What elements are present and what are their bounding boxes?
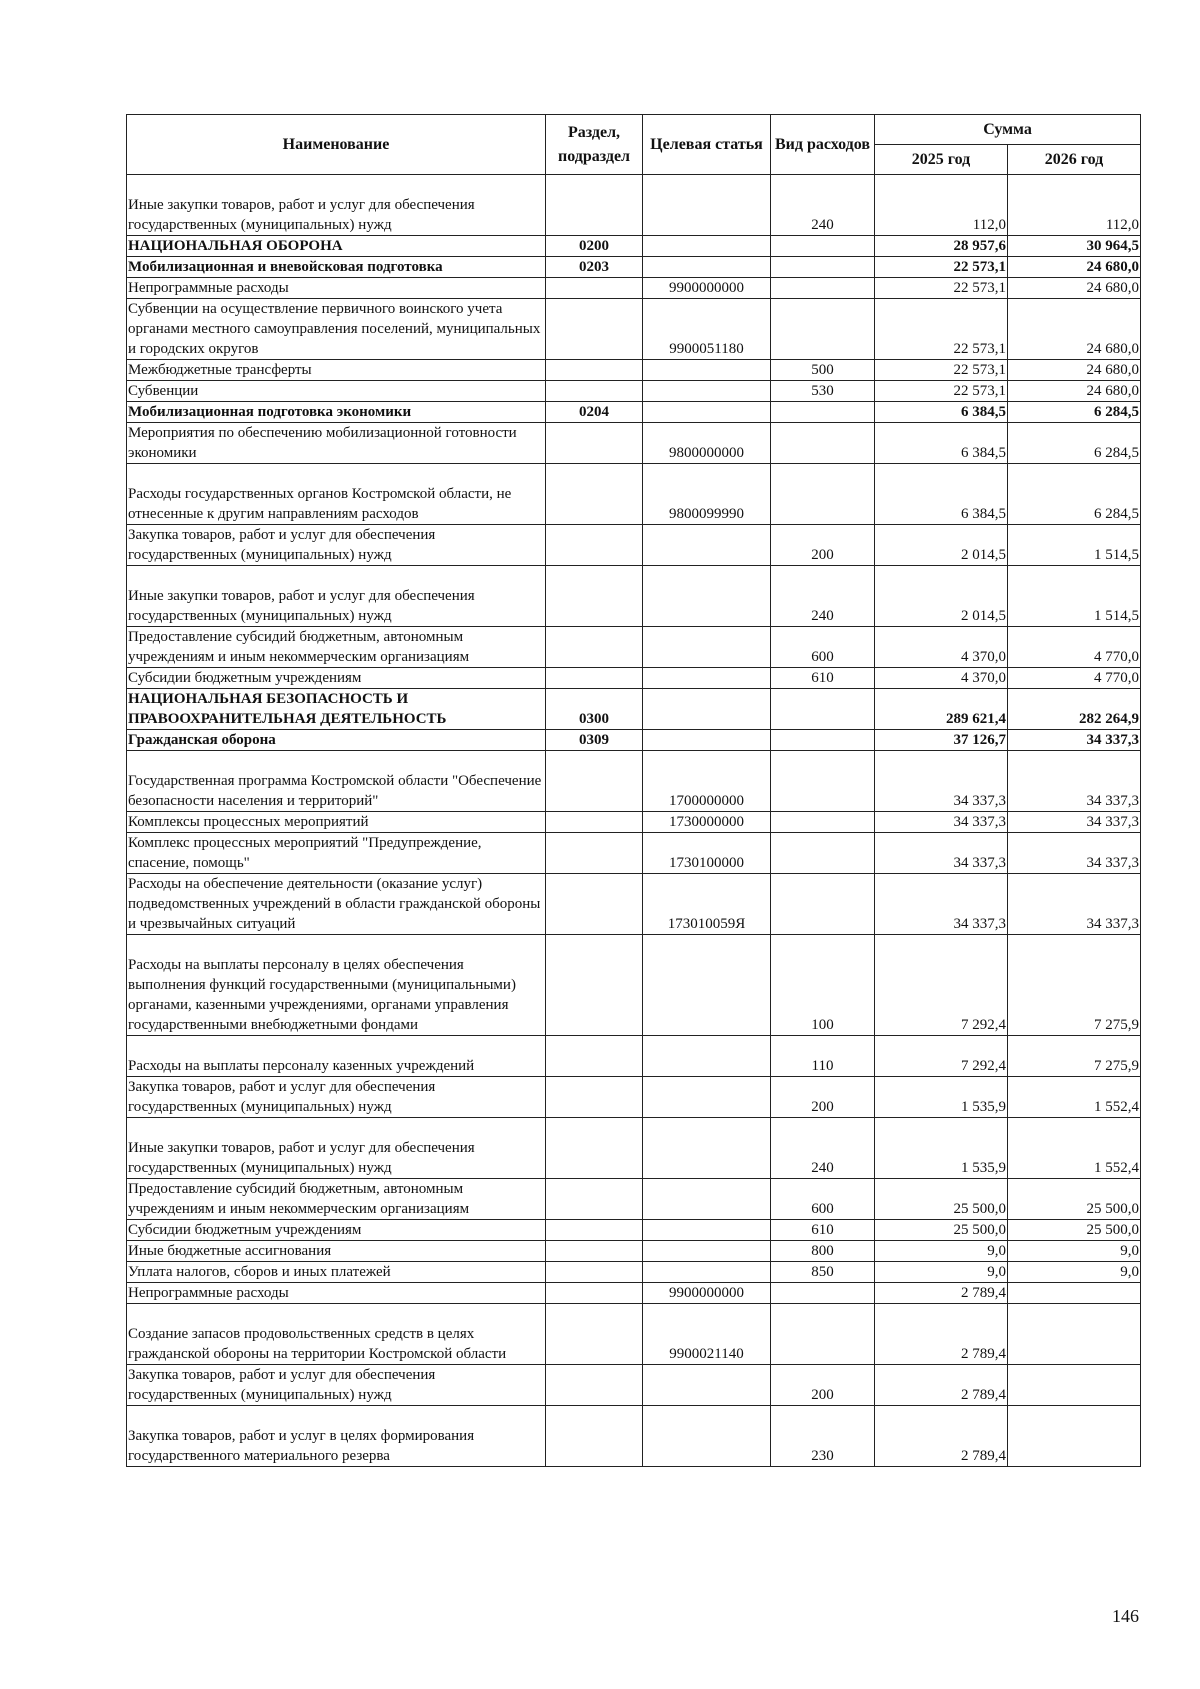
row-vid-rashodov: 800: [771, 1241, 875, 1262]
row-name: Непрограммные расходы: [127, 278, 546, 299]
row-celevaya-statya: [643, 381, 771, 402]
table-row: [127, 278, 1141, 299]
row-celevaya-statya: [643, 1262, 771, 1283]
row-celevaya-statya: [643, 525, 771, 566]
row-celevaya-statya: 9800000000: [643, 423, 771, 464]
row-celevaya-statya: 1700000000: [643, 751, 771, 812]
row-sum-2025: 22 573,1: [875, 278, 1008, 299]
row-celevaya-statya: 9900021140: [643, 1304, 771, 1365]
table-row: [127, 874, 1141, 935]
header-razdel: Раздел, подраздел: [546, 115, 643, 175]
row-sum-2025: 112,0: [875, 175, 1008, 236]
row-sum-2025: 37 126,7: [875, 730, 1008, 751]
row-sum-2026: 34 337,3: [1008, 833, 1141, 874]
table-row: [127, 1406, 1141, 1467]
row-razdel: 0204: [546, 402, 643, 423]
row-vid-rashodov: [771, 812, 875, 833]
row-razdel: [546, 627, 643, 668]
row-celevaya-statya: 1730100000: [643, 833, 771, 874]
table-row: [127, 175, 1141, 236]
row-name: Закупка товаров, работ и услуг для обеспечения государственных (муниципальных) нужд: [127, 1077, 546, 1118]
row-sum-2026: 6 284,5: [1008, 402, 1141, 423]
row-name: Уплата налогов, сборов и иных платежей: [127, 1262, 546, 1283]
row-celevaya-statya: [643, 566, 771, 627]
row-name: Субвенции: [127, 381, 546, 402]
row-sum-2026: 7 275,9: [1008, 1036, 1141, 1077]
row-vid-rashodov: 240: [771, 566, 875, 627]
row-sum-2026: 6 284,5: [1008, 464, 1141, 525]
row-name: Расходы на выплаты персоналу казенных учреждений: [127, 1036, 546, 1077]
table-row: [127, 1262, 1141, 1283]
header-vid: Вид расходов: [771, 115, 875, 175]
row-sum-2025: 2 014,5: [875, 525, 1008, 566]
row-vid-rashodov: 240: [771, 1118, 875, 1179]
row-sum-2026: 25 500,0: [1008, 1179, 1141, 1220]
row-sum-2025: 28 957,6: [875, 236, 1008, 257]
row-razdel: 0309: [546, 730, 643, 751]
row-vid-rashodov: 240: [771, 175, 875, 236]
row-name: Мероприятия по обеспечению мобилизационной готовности экономики: [127, 423, 546, 464]
header-summa: Сумма: [875, 115, 1141, 145]
row-razdel: [546, 1241, 643, 1262]
row-sum-2025: 25 500,0: [875, 1179, 1008, 1220]
row-sum-2026: 112,0: [1008, 175, 1141, 236]
table-row: [127, 299, 1141, 360]
row-celevaya-statya: [643, 1241, 771, 1262]
table-row: [127, 1304, 1141, 1365]
row-vid-rashodov: [771, 464, 875, 525]
row-name: Иные бюджетные ассигнования: [127, 1241, 546, 1262]
row-name: Закупка товаров, работ и услуг для обеспечения государственных (муниципальных) нужд: [127, 525, 546, 566]
row-sum-2026: 25 500,0: [1008, 1220, 1141, 1241]
header-year-2025: 2025 год: [875, 145, 1008, 175]
table-row: [127, 566, 1141, 627]
row-sum-2026: 4 770,0: [1008, 627, 1141, 668]
row-razdel: [546, 1036, 643, 1077]
row-razdel: [546, 464, 643, 525]
row-razdel: [546, 812, 643, 833]
row-name: Создание запасов продовольственных средств в целях гражданской обороны на территории Костромской области: [127, 1304, 546, 1365]
row-celevaya-statya: [643, 236, 771, 257]
row-sum-2026: 24 680,0: [1008, 381, 1141, 402]
row-sum-2026: [1008, 1365, 1141, 1406]
row-vid-rashodov: 200: [771, 525, 875, 566]
row-celevaya-statya: [643, 1118, 771, 1179]
row-vid-rashodov: 200: [771, 1365, 875, 1406]
table-row: [127, 812, 1141, 833]
table-row: [127, 689, 1141, 730]
row-sum-2026: 7 275,9: [1008, 935, 1141, 1036]
row-vid-rashodov: 530: [771, 381, 875, 402]
row-vid-rashodov: 100: [771, 935, 875, 1036]
row-razdel: [546, 278, 643, 299]
table-row: [127, 423, 1141, 464]
row-celevaya-statya: [643, 175, 771, 236]
table-row: [127, 381, 1141, 402]
row-razdel: [546, 874, 643, 935]
row-sum-2025: 289 621,4: [875, 689, 1008, 730]
row-sum-2026: 34 337,3: [1008, 874, 1141, 935]
table-row: [127, 1077, 1141, 1118]
row-celevaya-statya: [643, 1036, 771, 1077]
row-celevaya-statya: 1730000000: [643, 812, 771, 833]
row-celevaya-statya: 9900000000: [643, 278, 771, 299]
row-vid-rashodov: 110: [771, 1036, 875, 1077]
row-celevaya-statya: 9900051180: [643, 299, 771, 360]
row-vid-rashodov: [771, 423, 875, 464]
row-name: Иные закупки товаров, работ и услуг для обеспечения государственных (муниципальных) нужд: [127, 175, 546, 236]
row-sum-2025: 9,0: [875, 1262, 1008, 1283]
row-sum-2025: 2 014,5: [875, 566, 1008, 627]
row-name: Закупка товаров, работ и услуг для обеспечения государственных (муниципальных) нужд: [127, 1365, 546, 1406]
row-razdel: [546, 423, 643, 464]
row-sum-2026: 24 680,0: [1008, 299, 1141, 360]
row-name: Предоставление субсидий бюджетным, автономным учреждениям и иным некоммерческим организациям: [127, 1179, 546, 1220]
row-sum-2025: 1 535,9: [875, 1077, 1008, 1118]
row-name: Иные закупки товаров, работ и услуг для обеспечения государственных (муниципальных) нужд: [127, 566, 546, 627]
table-row: [127, 751, 1141, 812]
row-vid-rashodov: [771, 402, 875, 423]
row-razdel: [546, 833, 643, 874]
row-name: Мобилизационная подготовка экономики: [127, 402, 546, 423]
page-number: 146: [1112, 1606, 1139, 1626]
row-sum-2026: [1008, 1406, 1141, 1467]
table-row: [127, 236, 1141, 257]
row-sum-2026: 1 552,4: [1008, 1118, 1141, 1179]
row-sum-2025: 4 370,0: [875, 668, 1008, 689]
row-name: Государственная программа Костромской области "Обеспечение безопасности населения и территорий": [127, 751, 546, 812]
row-name: Субсидии бюджетным учреждениям: [127, 1220, 546, 1241]
row-vid-rashodov: [771, 689, 875, 730]
row-sum-2026: 34 337,3: [1008, 730, 1141, 751]
row-sum-2025: 34 337,3: [875, 812, 1008, 833]
table-row: [127, 525, 1141, 566]
row-razdel: [546, 299, 643, 360]
row-sum-2025: 2 789,4: [875, 1304, 1008, 1365]
row-sum-2025: 9,0: [875, 1241, 1008, 1262]
row-sum-2026: 24 680,0: [1008, 360, 1141, 381]
row-razdel: [546, 668, 643, 689]
row-sum-2025: 25 500,0: [875, 1220, 1008, 1241]
table-row: [127, 1283, 1141, 1304]
row-vid-rashodov: [771, 751, 875, 812]
row-sum-2025: 34 337,3: [875, 751, 1008, 812]
row-razdel: [546, 1283, 643, 1304]
row-name: Субвенции на осуществление первичного воинского учета органами местного самоуправления поселений, муниципальных и городских округов: [127, 299, 546, 360]
row-vid-rashodov: [771, 299, 875, 360]
header-year-2026: 2026 год: [1008, 145, 1141, 175]
row-name: Мобилизационная и вневойсковая подготовка: [127, 257, 546, 278]
row-razdel: [546, 566, 643, 627]
row-sum-2026: [1008, 1304, 1141, 1365]
row-sum-2026: 282 264,9: [1008, 689, 1141, 730]
table-row: [127, 833, 1141, 874]
row-name: Расходы на обеспечение деятельности (оказание услуг) подведомственных учреждений в области гражданской обороны и чрезвычайных ситуаций: [127, 874, 546, 935]
row-razdel: [546, 360, 643, 381]
row-sum-2025: 2 789,4: [875, 1406, 1008, 1467]
table-row: [127, 1036, 1141, 1077]
row-celevaya-statya: 9900000000: [643, 1283, 771, 1304]
row-vid-rashodov: 600: [771, 1179, 875, 1220]
row-sum-2026: [1008, 1283, 1141, 1304]
row-sum-2025: 34 337,3: [875, 833, 1008, 874]
row-razdel: 0203: [546, 257, 643, 278]
row-sum-2026: 4 770,0: [1008, 668, 1141, 689]
row-razdel: [546, 1365, 643, 1406]
table-row: [127, 1220, 1141, 1241]
row-razdel: [546, 1077, 643, 1118]
row-sum-2025: 7 292,4: [875, 1036, 1008, 1077]
row-sum-2026: 6 284,5: [1008, 423, 1141, 464]
table-row: [127, 360, 1141, 381]
row-vid-rashodov: 500: [771, 360, 875, 381]
row-razdel: [546, 1179, 643, 1220]
row-celevaya-statya: [643, 689, 771, 730]
row-celevaya-statya: 9800099990: [643, 464, 771, 525]
row-celevaya-statya: [643, 730, 771, 751]
row-celevaya-statya: [643, 1406, 771, 1467]
row-name: Расходы на выплаты персоналу в целях обеспечения выполнения функций государственными (муниципальными) органами, казенными учреждениями, органами управления государственными внебюджетными фондами: [127, 935, 546, 1036]
row-celevaya-statya: [643, 1220, 771, 1241]
table-row: [127, 402, 1141, 423]
row-razdel: [546, 935, 643, 1036]
table-row: [127, 668, 1141, 689]
row-celevaya-statya: [643, 668, 771, 689]
row-razdel: 0300: [546, 689, 643, 730]
row-sum-2025: 34 337,3: [875, 874, 1008, 935]
row-vid-rashodov: 230: [771, 1406, 875, 1467]
row-sum-2026: 9,0: [1008, 1262, 1141, 1283]
row-vid-rashodov: [771, 257, 875, 278]
row-name: Расходы государственных органов Костромской области, не отнесенные к другим направлениям расходов: [127, 464, 546, 525]
row-celevaya-statya: [643, 1179, 771, 1220]
row-name: Гражданская оборона: [127, 730, 546, 751]
row-razdel: [546, 1118, 643, 1179]
row-sum-2026: 34 337,3: [1008, 812, 1141, 833]
row-sum-2025: 22 573,1: [875, 257, 1008, 278]
row-name: Закупка товаров, работ и услуг в целях формирования государственного материального резерва: [127, 1406, 546, 1467]
row-name: Комплекс процессных мероприятий "Предупреждение, спасение, помощь": [127, 833, 546, 874]
header-name: Наименование: [127, 115, 546, 175]
row-razdel: [546, 1220, 643, 1241]
row-name: Комплексы процессных мероприятий: [127, 812, 546, 833]
row-sum-2026: 24 680,0: [1008, 278, 1141, 299]
row-celevaya-statya: [643, 627, 771, 668]
row-vid-rashodov: 610: [771, 668, 875, 689]
row-sum-2025: 6 384,5: [875, 464, 1008, 525]
row-sum-2026: 9,0: [1008, 1241, 1141, 1262]
row-razdel: [546, 1406, 643, 1467]
row-celevaya-statya: [643, 1077, 771, 1118]
row-sum-2026: 34 337,3: [1008, 751, 1141, 812]
row-razdel: [546, 1262, 643, 1283]
row-vid-rashodov: [771, 833, 875, 874]
row-sum-2026: 1 552,4: [1008, 1077, 1141, 1118]
row-sum-2025: 22 573,1: [875, 381, 1008, 402]
row-name: Непрограммные расходы: [127, 1283, 546, 1304]
row-sum-2026: 24 680,0: [1008, 257, 1141, 278]
row-vid-rashodov: [771, 236, 875, 257]
row-name: НАЦИОНАЛЬНАЯ ОБОРОНА: [127, 236, 546, 257]
row-name: Иные закупки товаров, работ и услуг для обеспечения государственных (муниципальных) нужд: [127, 1118, 546, 1179]
table-body: [127, 175, 1141, 1467]
row-sum-2026: 1 514,5: [1008, 525, 1141, 566]
row-vid-rashodov: 610: [771, 1220, 875, 1241]
row-razdel: [546, 381, 643, 402]
table-header: [127, 115, 1141, 175]
row-razdel: [546, 1304, 643, 1365]
table-row: [127, 1365, 1141, 1406]
row-celevaya-statya: [643, 402, 771, 423]
row-vid-rashodov: [771, 1283, 875, 1304]
row-sum-2025: 1 535,9: [875, 1118, 1008, 1179]
row-vid-rashodov: 200: [771, 1077, 875, 1118]
row-sum-2026: 1 514,5: [1008, 566, 1141, 627]
row-sum-2025: 22 573,1: [875, 299, 1008, 360]
row-razdel: [546, 175, 643, 236]
row-name: Межбюджетные трансферты: [127, 360, 546, 381]
row-vid-rashodov: [771, 1304, 875, 1365]
row-name: Предоставление субсидий бюджетным, автономным учреждениям и иным некоммерческим организациям: [127, 627, 546, 668]
row-vid-rashodov: [771, 278, 875, 299]
row-sum-2025: 7 292,4: [875, 935, 1008, 1036]
row-celevaya-statya: [643, 1365, 771, 1406]
row-name: Субсидии бюджетным учреждениям: [127, 668, 546, 689]
row-razdel: 0200: [546, 236, 643, 257]
row-sum-2025: 6 384,5: [875, 423, 1008, 464]
row-celevaya-statya: [643, 360, 771, 381]
row-sum-2025: 22 573,1: [875, 360, 1008, 381]
row-vid-rashodov: 600: [771, 627, 875, 668]
table-row: [127, 730, 1141, 751]
table-row: [127, 1179, 1141, 1220]
row-celevaya-statya: [643, 935, 771, 1036]
row-razdel: [546, 751, 643, 812]
row-celevaya-statya: [643, 257, 771, 278]
table-row: [127, 1118, 1141, 1179]
row-vid-rashodov: 850: [771, 1262, 875, 1283]
row-vid-rashodov: [771, 874, 875, 935]
row-celevaya-statya: 173010059Я: [643, 874, 771, 935]
table-row: [127, 1241, 1141, 1262]
row-razdel: [546, 525, 643, 566]
table-row: [127, 257, 1141, 278]
row-sum-2025: 2 789,4: [875, 1283, 1008, 1304]
row-sum-2025: 4 370,0: [875, 627, 1008, 668]
row-name: НАЦИОНАЛЬНАЯ БЕЗОПАСНОСТЬ И ПРАВООХРАНИТЕЛЬНАЯ ДЕЯТЕЛЬНОСТЬ: [127, 689, 546, 730]
table-row: [127, 464, 1141, 525]
row-sum-2026: 30 964,5: [1008, 236, 1141, 257]
row-sum-2025: 6 384,5: [875, 402, 1008, 423]
table-row: [127, 935, 1141, 1036]
budget-table: [126, 114, 1141, 1467]
row-sum-2025: 2 789,4: [875, 1365, 1008, 1406]
header-celevaya: Целевая статья: [643, 115, 771, 175]
table-row: [127, 627, 1141, 668]
row-vid-rashodov: [771, 730, 875, 751]
